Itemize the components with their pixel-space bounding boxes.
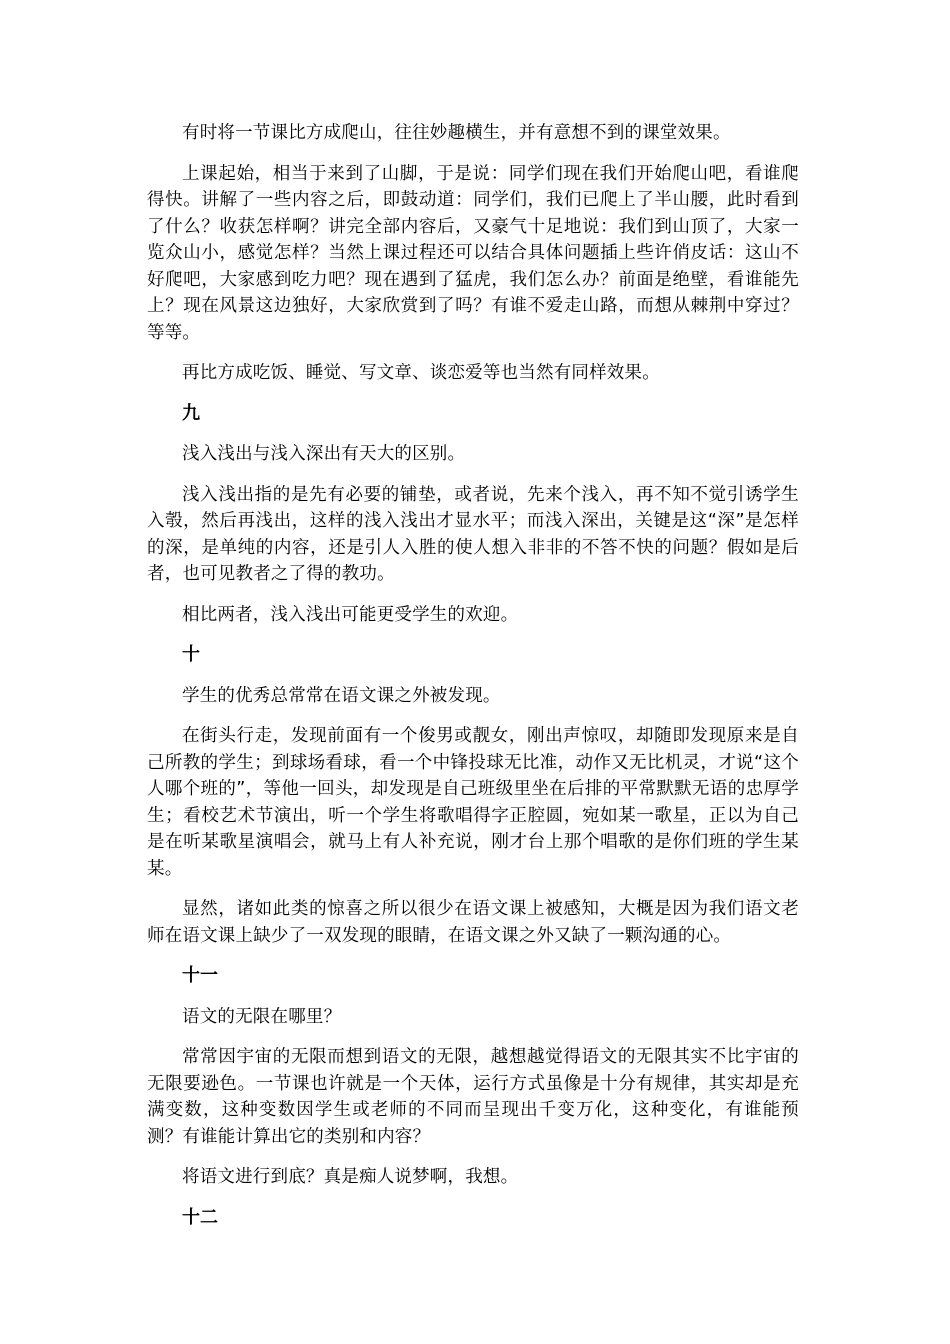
section-heading: 十 [182,644,200,665]
section-heading: 十二 [182,1206,218,1228]
paragraph: 在街头行走，发现前面有一个俊男或靓女，刚出声惊叹，却随即发现原来是自己所教的学生；到球场看球，看一个中锋投球无比准，动作又无比机灵，才说“这个人哪个班的”，等他一回头，却发现是自己班级里坐在后排的平常默默无语的忠厚学生；看校艺术节演出，听一个学生将歌唱得字正腔圆，宛如某一歌星，正以为自己是在听某歌星演唱会，就马上有人补充说，刚才台上那个唱歌的是你们班的学生某某。 [147,726,799,879]
paragraph: 显然，诸如此类的惊喜之所以很少在语文课上被感知，大概是因为我们语文老师在语文课上缺少了一双发现的眼睛，在语文课之外又缺了一颗沟通的心。 [147,899,799,946]
paragraph: 语文的无限在哪里？ [182,1006,342,1027]
paragraph: 再比方成吃饭、睡觉、写文章、谈恋爱等也当然有同样效果。 [182,363,660,383]
paragraph: 相比两者，浅入浅出可能更受学生的欢迎。 [182,604,519,625]
paragraph: 学生的优秀总常常在语文课之外被发现。 [182,685,501,706]
paragraph: 常常因宇宙的无限而想到语文的无限，越想越觉得语文的无限其实不比宇宙的无限要逊色。一节课也许就是一个天体，运行方式虽像是十分有规律，其实却是充满变数，这种变数因学生或老师的不同而呈现出千变万化，这种变化，有谁能预测？有谁能计算出它的类别和内容？ [147,1047,799,1147]
paragraph: 有时将一节课比方成爬山，往往妙趣横生，并有意想不到的课堂效果。 [182,123,731,143]
section-heading: 九 [182,402,200,424]
document-page [147,120,799,1231]
paragraph: 浅入浅出指的是先有必要的铺垫，或者说，先来个浅入，再不知不觉引诱学生入彀，然后再浅出，这样的浅入浅出才显水平；而浅入深出，关键是这“深”是怎样的深，是单纯的内容，还是引人入胜的使人想入非非的不答不快的问题？假如是后者，也可见教者之了得的教功。 [147,484,799,584]
paragraph: 将语文进行到底？真是痴人说梦啊，我想。 [182,1167,519,1187]
paragraph: 上课起始，相当于来到了山脚，于是说：同学们现在我们开始爬山吧，看谁爬得快。讲解了一些内容之后，即鼓动道：同学们，我们已爬上了半山腰，此时看到了什么？收获怎样啊？讲完全部内容后，又豪气十足地说：我们到山顶了，大家一览众山小，感觉怎样？当然上课过程还可以结合具体问题插上些许俏皮话：这山不好爬吧，大家感到吃力吧？现在遇到了猛虎，我们怎么办？前面是绝壁，看谁能先上？现在风景这边独好，大家欣赏到了吗？有谁不爱走山路，而想从棘荆中穿过？等等。 [147,163,799,343]
section-heading: 十一 [182,965,218,986]
paragraph: 浅入浅出与浅入深出有天大的区别。 [182,444,466,464]
